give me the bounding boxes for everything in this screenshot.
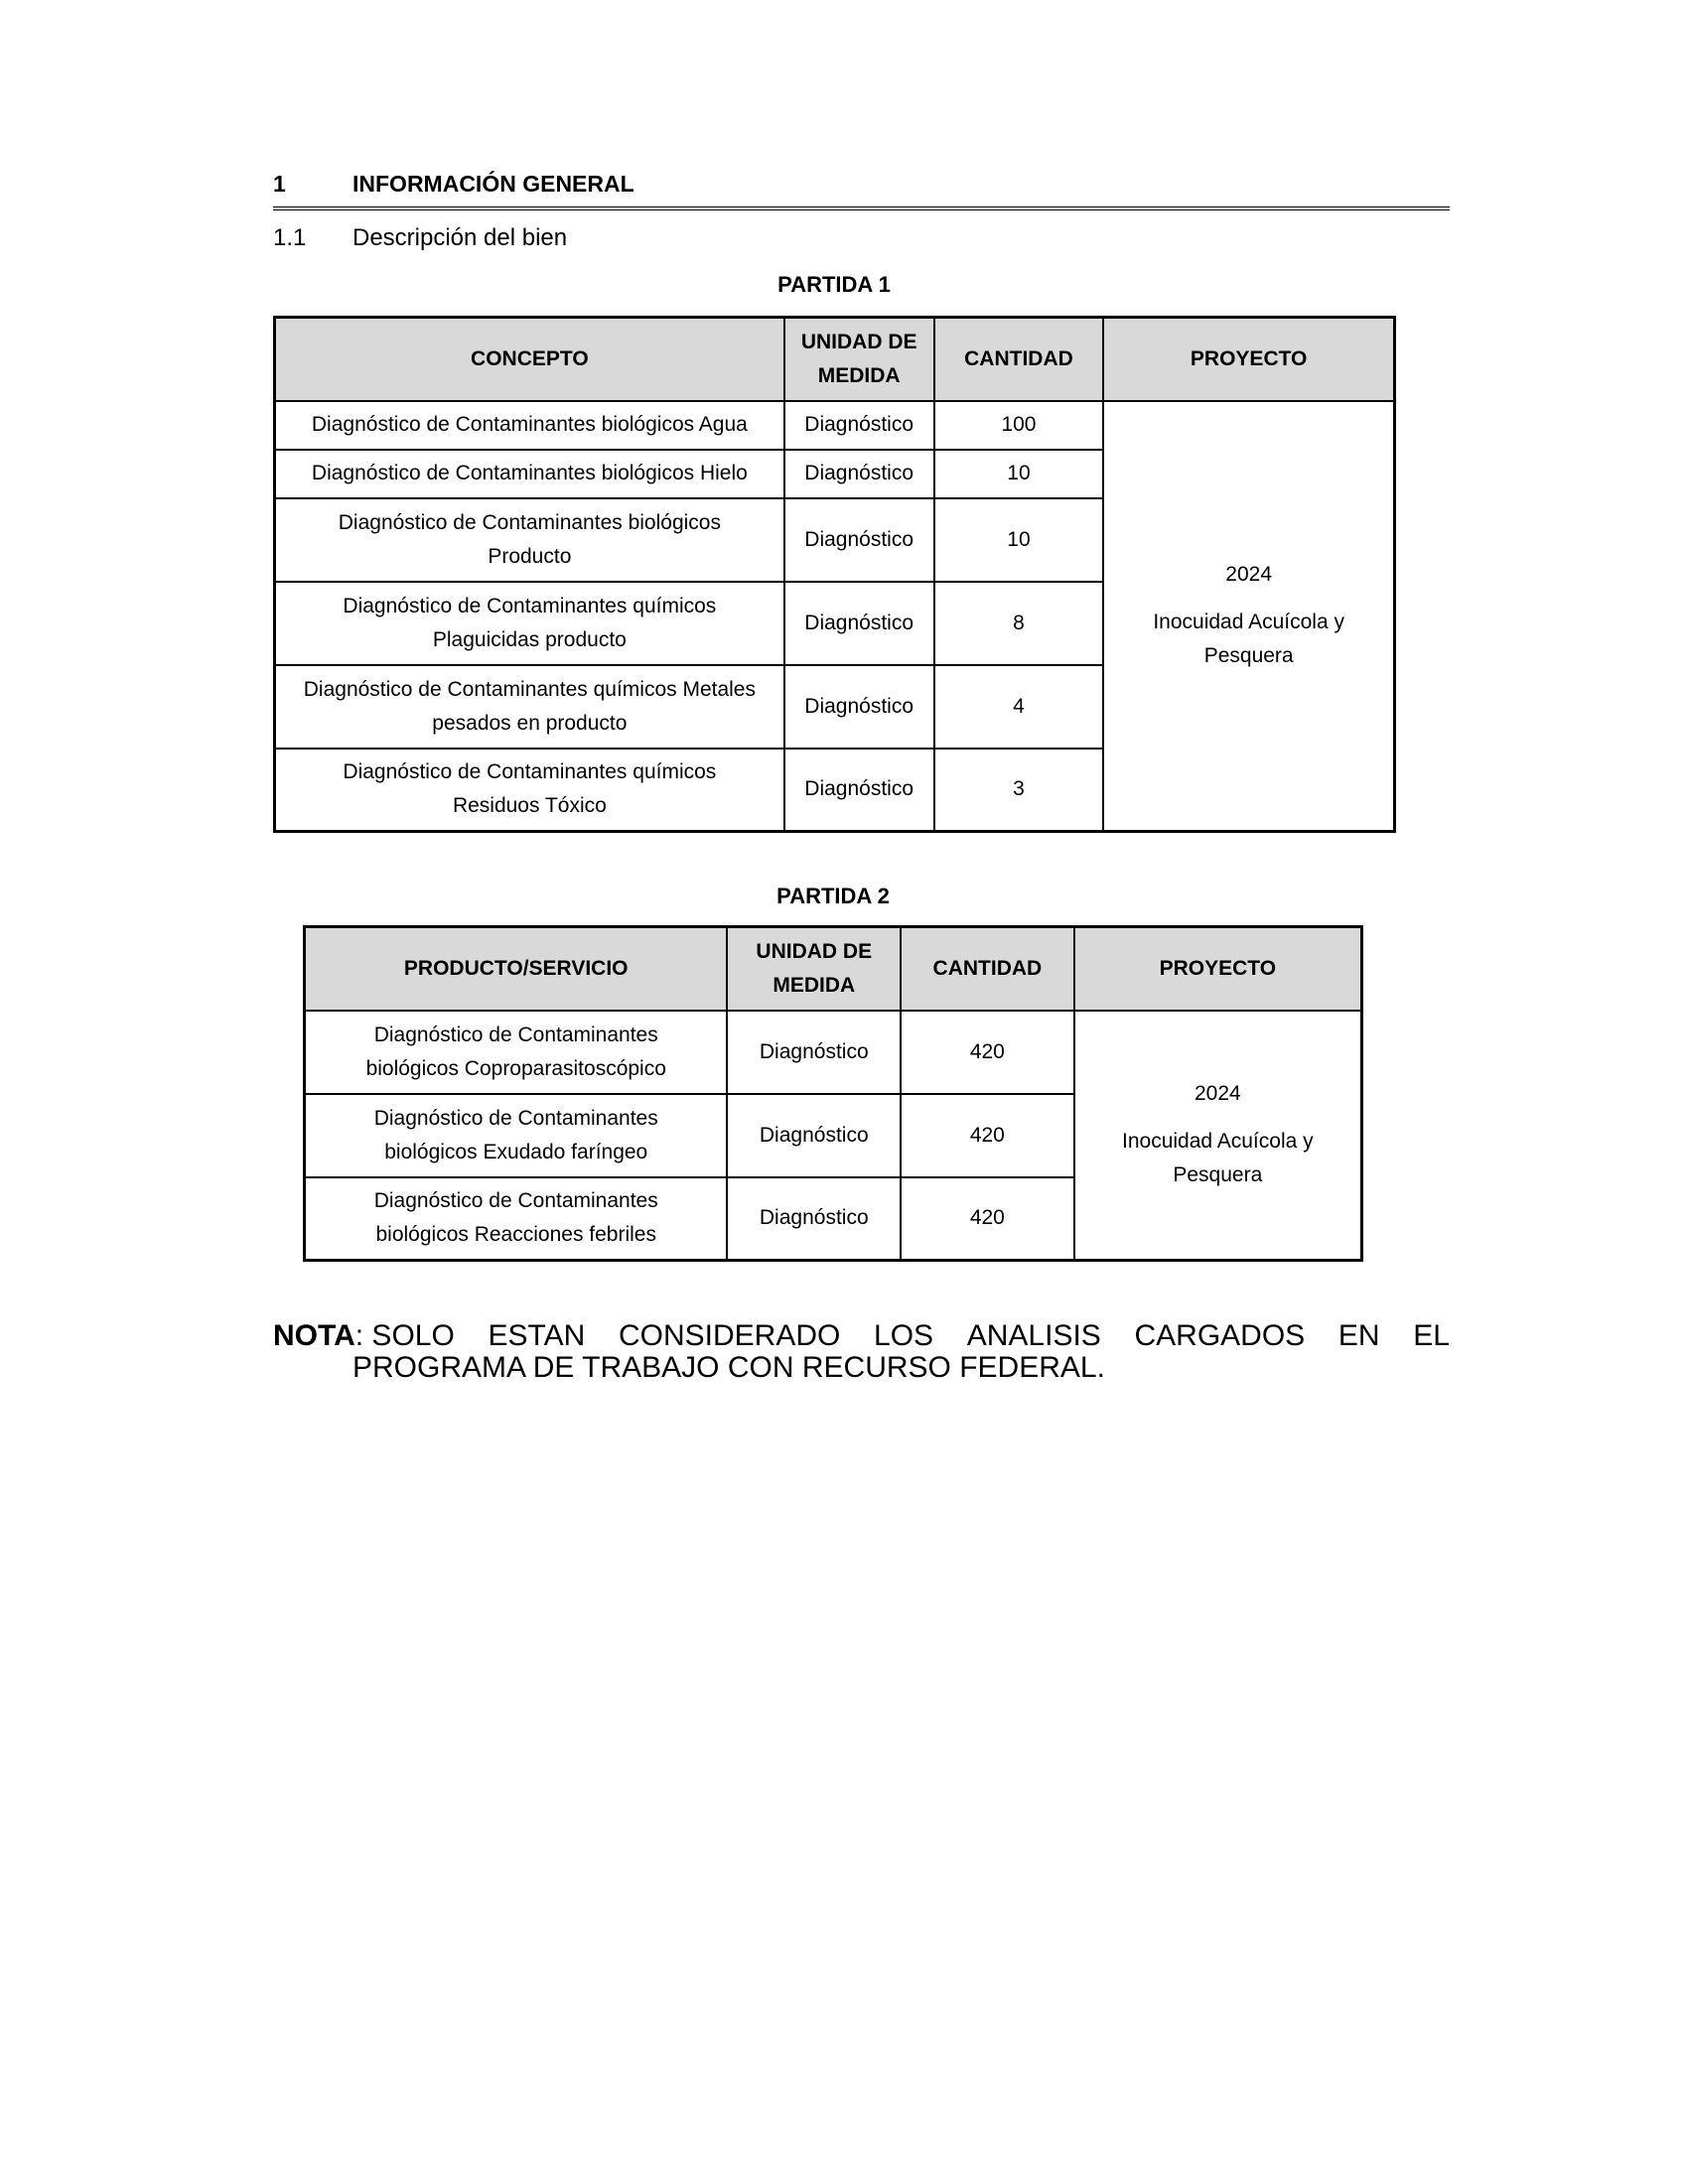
table-header-row [275,318,1395,401]
header-producto-servicio: PRODUCTO/SERVICIO [305,927,728,1011]
proyecto-year: 2024 [1194,1082,1241,1106]
cell-cantidad: 10 [934,450,1104,498]
note-word: : SOLO [354,1319,455,1352]
cell-cantidad: 420 [901,1177,1074,1261]
subsection-title: Descripción del bien [352,224,568,251]
cell-concepto: Diagnóstico de Contaminantes químicos Residuos Tóxico [275,749,784,832]
note-word: ANALISIS [966,1319,1101,1352]
cell-concepto: Diagnóstico de Contaminantes biológicos Agua [275,401,784,450]
cell-concepto: Diagnóstico de Contaminantes biológicos Producto [275,498,784,582]
section-title: INFORMACIÓN GENERAL [352,171,634,197]
cell-producto: Diagnóstico de Contaminantes biológicos Coproparasitoscópico [305,1011,728,1094]
cell-concepto: Diagnóstico de Contaminantes biológicos Hielo [275,450,784,498]
note-line-2: PROGRAMA DE TRABAJO CON RECURSO FEDERAL. [352,1351,1105,1384]
section-heading [273,167,1450,210]
header-concepto: CONCEPTO [275,318,784,401]
cell-cantidad: 100 [934,401,1104,450]
cell-unidad: Diagnóstico [784,582,934,665]
cell-cantidad: 3 [934,749,1104,832]
cell-unidad: Diagnóstico [784,665,934,749]
proyecto-name: Inocuidad Acuícola y Pesquera [1153,611,1344,668]
cell-cantidad: 420 [901,1094,1074,1177]
note-word: LOS [874,1319,934,1352]
partida-1-table [273,316,1396,833]
header-unidad-medida: UNIDAD DE MEDIDA [784,318,934,401]
note-word: EL [1413,1319,1450,1352]
cell-unidad: Diagnóstico [727,1177,901,1261]
header-cantidad: CANTIDAD [934,318,1104,401]
cell-unidad: Diagnóstico [784,401,934,450]
note [273,1320,1450,1384]
note-label: NOTA [273,1319,355,1352]
cell-concepto: Diagnóstico de Contaminantes químicos Plaguicidas producto [275,582,784,665]
note-word: CARGADOS [1134,1319,1306,1352]
cell-unidad: Diagnóstico [784,450,934,498]
partida-2-table [303,925,1363,1262]
header-proyecto: PROYECTO [1074,927,1362,1011]
header-proyecto: PROYECTO [1103,318,1394,401]
cell-cantidad: 4 [934,665,1104,749]
table-row [305,1011,1362,1094]
cell-concepto: Diagnóstico de Contaminantes químicos Metales pesados en producto [275,665,784,749]
note-word: ESTAN [488,1319,586,1352]
section-number: 1 [273,171,286,197]
cell-cantidad: 8 [934,582,1104,665]
partida-2-title: PARTIDA 2 [776,884,890,908]
cell-producto: Diagnóstico de Contaminantes biológicos Exudado faríngeo [305,1094,728,1177]
cell-unidad: Diagnóstico [727,1011,901,1094]
header-unidad-medida: UNIDAD DE MEDIDA [727,927,901,1011]
note-word: EN [1337,1319,1380,1352]
header-cantidad: CANTIDAD [901,927,1074,1011]
cell-unidad: Diagnóstico [727,1094,901,1177]
subsection-number: 1.1 [273,224,307,251]
note-line-1 [273,1320,1450,1352]
table-row [275,401,1395,450]
cell-proyecto [1103,401,1394,832]
cell-cantidad: 420 [901,1011,1074,1094]
cell-unidad: Diagnóstico [784,498,934,582]
cell-producto: Diagnóstico de Contaminantes biológicos Reacciones febriles [305,1177,728,1261]
note-first-word [273,1320,455,1352]
note-word: CONSIDERADO [618,1319,841,1352]
cell-unidad: Diagnóstico [784,749,934,832]
partida-1-title: PARTIDA 1 [777,272,891,297]
proyecto-name: Inocuidad Acuícola y Pesquera [1122,1130,1314,1187]
proyecto-year: 2024 [1225,563,1273,587]
table-header-row [305,927,1362,1011]
cell-proyecto [1074,1011,1362,1261]
cell-cantidad: 10 [934,498,1104,582]
